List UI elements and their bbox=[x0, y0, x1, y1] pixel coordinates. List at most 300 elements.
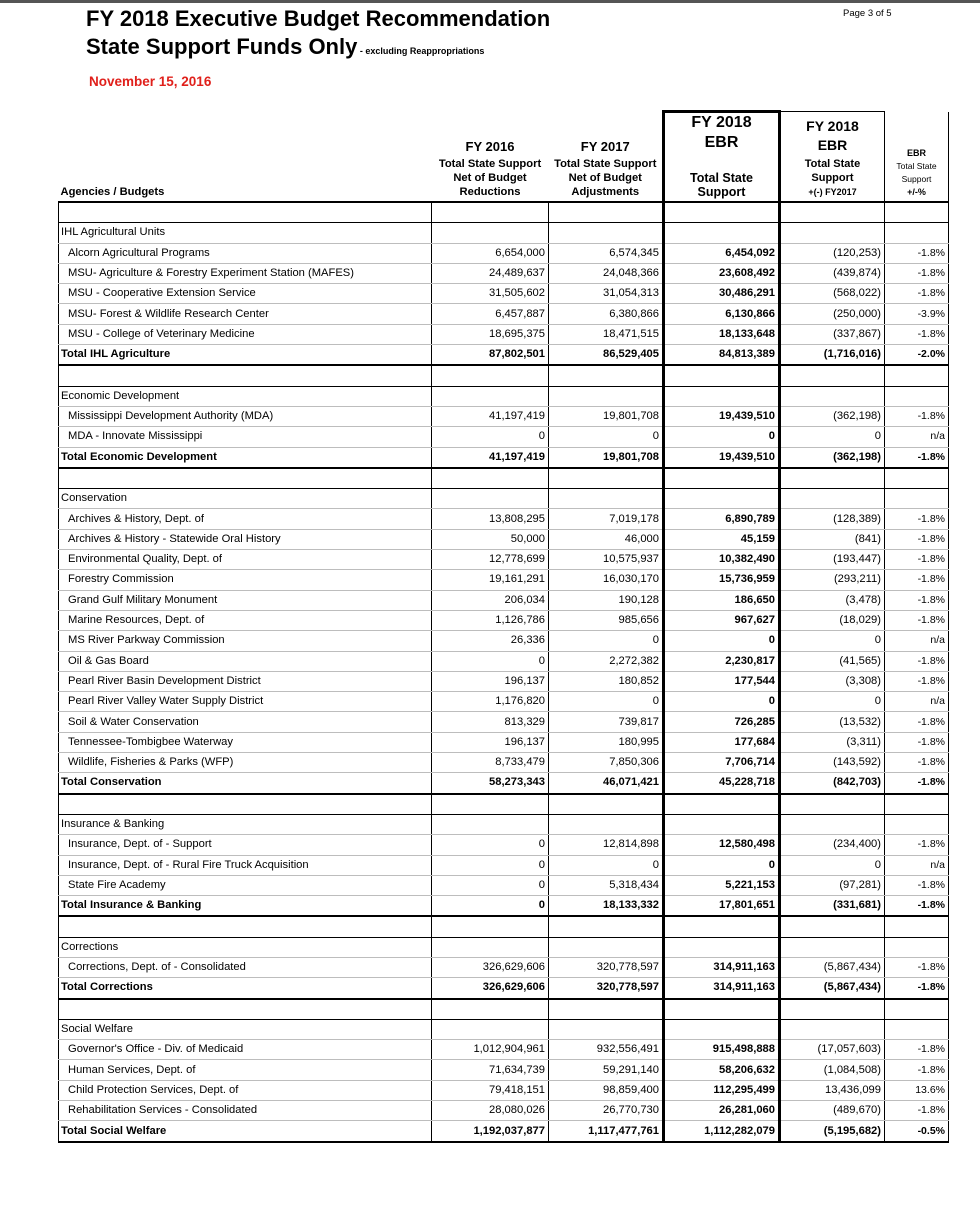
cell-change: (3,308) bbox=[780, 671, 885, 691]
cell-fy2016: 41,197,419 bbox=[432, 406, 549, 426]
column-header-fy2016-year: FY 2016 bbox=[465, 139, 515, 154]
cell-fy2017: 19,801,708 bbox=[549, 447, 664, 468]
cell-fy2017: 0 bbox=[549, 427, 664, 447]
cell-percent: -1.8% bbox=[885, 651, 949, 671]
table-row bbox=[59, 243, 949, 263]
agency-name: Human Services, Dept. of bbox=[59, 1060, 432, 1080]
cell-fy2018-ebr bbox=[664, 489, 780, 509]
cell-fy2017: 59,291,140 bbox=[549, 1060, 664, 1080]
table-row bbox=[59, 732, 949, 752]
cell-fy2018-ebr: 177,684 bbox=[664, 732, 780, 752]
cell-fy2017: 31,054,313 bbox=[549, 284, 664, 304]
report-date: November 15, 2016 bbox=[89, 74, 212, 89]
cell-fy2016: 0 bbox=[432, 855, 549, 875]
column-header-change bbox=[780, 112, 885, 203]
section-header-row bbox=[59, 1019, 949, 1039]
agency-name: MSU - Cooperative Extension Service bbox=[59, 284, 432, 304]
cell-fy2017: 2,272,382 bbox=[549, 651, 664, 671]
cell-fy2016: 26,336 bbox=[432, 631, 549, 651]
table-row bbox=[59, 304, 949, 324]
cell-change bbox=[780, 468, 885, 489]
spacer-cell bbox=[59, 794, 432, 815]
column-header-fy2017-year: FY 2017 bbox=[580, 139, 630, 154]
cell-fy2016: 87,802,501 bbox=[432, 345, 549, 366]
section-total-name: Total Insurance & Banking bbox=[59, 896, 432, 917]
section-total-row bbox=[59, 978, 949, 999]
cell-change: (568,022) bbox=[780, 284, 885, 304]
cell-fy2016: 1,126,786 bbox=[432, 610, 549, 630]
cell-percent: n/a bbox=[885, 427, 949, 447]
cell-fy2017: 180,995 bbox=[549, 732, 664, 752]
cell-fy2018-ebr: 7,706,714 bbox=[664, 753, 780, 773]
cell-percent: -1.8% bbox=[885, 610, 949, 630]
cell-percent: -1.8% bbox=[885, 978, 949, 999]
cell-fy2017: 24,048,366 bbox=[549, 263, 664, 283]
cell-fy2017: 0 bbox=[549, 692, 664, 712]
cell-fy2017 bbox=[549, 1019, 664, 1039]
cell-percent: -1.8% bbox=[885, 284, 949, 304]
cell-fy2018-ebr: 0 bbox=[664, 855, 780, 875]
table-row bbox=[59, 651, 949, 671]
cell-fy2017: 932,556,491 bbox=[549, 1040, 664, 1060]
cell-fy2017: 16,030,170 bbox=[549, 570, 664, 590]
cell-fy2016 bbox=[432, 489, 549, 509]
cell-percent: -2.0% bbox=[885, 345, 949, 366]
cell-percent bbox=[885, 489, 949, 509]
column-header-fy2018-ebr-title bbox=[668, 113, 775, 153]
spacer-row bbox=[59, 468, 949, 489]
cell-percent: n/a bbox=[885, 855, 949, 875]
cell-change: (5,867,434) bbox=[780, 957, 885, 977]
cell-fy2016: 31,505,602 bbox=[432, 284, 549, 304]
cell-fy2016 bbox=[432, 202, 549, 223]
agency-name: Archives & History, Dept. of bbox=[59, 509, 432, 529]
cell-change: 13,436,099 bbox=[780, 1080, 885, 1100]
cell-change: 0 bbox=[780, 855, 885, 875]
cell-fy2018-ebr bbox=[664, 937, 780, 957]
cell-fy2016: 13,808,295 bbox=[432, 509, 549, 529]
table-row bbox=[59, 1101, 949, 1121]
cell-fy2016: 28,080,026 bbox=[432, 1101, 549, 1121]
cell-percent: -0.5% bbox=[885, 1121, 949, 1142]
cell-fy2018-ebr: 186,650 bbox=[664, 590, 780, 610]
cell-change bbox=[780, 365, 885, 386]
cell-fy2018-ebr: 17,801,651 bbox=[664, 896, 780, 917]
cell-fy2016 bbox=[432, 814, 549, 834]
section-header-row bbox=[59, 814, 949, 834]
spacer-row bbox=[59, 999, 949, 1020]
cell-fy2018-ebr: 967,627 bbox=[664, 610, 780, 630]
cell-percent: -1.8% bbox=[885, 1040, 949, 1060]
cell-fy2016 bbox=[432, 937, 549, 957]
cell-change: (841) bbox=[780, 529, 885, 549]
cell-change bbox=[780, 489, 885, 509]
cell-change: (439,874) bbox=[780, 263, 885, 283]
cell-fy2017 bbox=[549, 365, 664, 386]
cell-fy2018-ebr: 314,911,163 bbox=[664, 978, 780, 999]
cell-fy2018-ebr: 177,544 bbox=[664, 671, 780, 691]
cell-fy2016: 1,176,820 bbox=[432, 692, 549, 712]
cell-fy2016 bbox=[432, 468, 549, 489]
cell-change bbox=[780, 1019, 885, 1039]
cell-fy2018-ebr: 726,285 bbox=[664, 712, 780, 732]
cell-change: (5,867,434) bbox=[780, 978, 885, 999]
cell-fy2018-ebr: 314,911,163 bbox=[664, 957, 780, 977]
agency-name: Pearl River Basin Development District bbox=[59, 671, 432, 691]
cell-fy2016 bbox=[432, 223, 549, 243]
cell-percent bbox=[885, 468, 949, 489]
cell-change: (250,000) bbox=[780, 304, 885, 324]
cell-fy2018-ebr: 6,890,789 bbox=[664, 509, 780, 529]
cell-percent: -1.8% bbox=[885, 509, 949, 529]
cell-change: (362,198) bbox=[780, 447, 885, 468]
cell-fy2018-ebr bbox=[664, 814, 780, 834]
agency-name: Grand Gulf Military Monument bbox=[59, 590, 432, 610]
cell-percent: -1.8% bbox=[885, 590, 949, 610]
section-header-row bbox=[59, 223, 949, 243]
agency-name: Insurance, Dept. of - Support bbox=[59, 835, 432, 855]
cell-percent: n/a bbox=[885, 692, 949, 712]
cell-fy2016: 813,329 bbox=[432, 712, 549, 732]
cell-percent: -1.8% bbox=[885, 550, 949, 570]
table-row bbox=[59, 753, 949, 773]
table-row bbox=[59, 509, 949, 529]
cell-fy2017: 7,019,178 bbox=[549, 509, 664, 529]
column-header-agencies: Agencies / Budgets bbox=[59, 112, 432, 203]
cell-change: (362,198) bbox=[780, 406, 885, 426]
section-title: Insurance & Banking bbox=[59, 814, 432, 834]
agency-name: Marine Resources, Dept. of bbox=[59, 610, 432, 630]
column-header-change-desc: Total State Support bbox=[804, 158, 861, 184]
cell-percent bbox=[885, 794, 949, 815]
cell-fy2016: 0 bbox=[432, 875, 549, 895]
cell-fy2016: 50,000 bbox=[432, 529, 549, 549]
agency-name: MSU - College of Veterinary Medicine bbox=[59, 324, 432, 344]
cell-fy2018-ebr: 12,580,498 bbox=[664, 835, 780, 855]
cell-fy2016: 0 bbox=[432, 835, 549, 855]
cell-fy2017: 6,380,866 bbox=[549, 304, 664, 324]
cell-change: (97,281) bbox=[780, 875, 885, 895]
cell-fy2018-ebr: 45,228,718 bbox=[664, 773, 780, 794]
cell-fy2016: 71,634,739 bbox=[432, 1060, 549, 1080]
agency-name: Forestry Commission bbox=[59, 570, 432, 590]
cell-fy2018-ebr: 23,608,492 bbox=[664, 263, 780, 283]
cell-fy2018-ebr: 19,439,510 bbox=[664, 406, 780, 426]
cell-change bbox=[780, 386, 885, 406]
agency-name: MS River Parkway Commission bbox=[59, 631, 432, 651]
cell-fy2016: 326,629,606 bbox=[432, 957, 549, 977]
agency-name: Rehabilitation Services - Consolidated bbox=[59, 1101, 432, 1121]
cell-change bbox=[780, 937, 885, 957]
cell-change bbox=[780, 202, 885, 223]
cell-fy2018-ebr: 19,439,510 bbox=[664, 447, 780, 468]
cell-fy2018-ebr bbox=[664, 1019, 780, 1039]
cell-change bbox=[780, 999, 885, 1020]
cell-percent bbox=[885, 937, 949, 957]
section-total-row bbox=[59, 1121, 949, 1142]
cell-change: (331,681) bbox=[780, 896, 885, 917]
cell-fy2016: 12,778,699 bbox=[432, 550, 549, 570]
column-header-percent-label: EBR bbox=[906, 148, 926, 158]
table-body bbox=[59, 202, 949, 1142]
cell-fy2018-ebr: 6,454,092 bbox=[664, 243, 780, 263]
section-total-name: Total Social Welfare bbox=[59, 1121, 432, 1142]
cell-change: (1,716,016) bbox=[780, 345, 885, 366]
cell-percent bbox=[885, 1019, 949, 1039]
table-row bbox=[59, 406, 949, 426]
cell-fy2018-ebr: 915,498,888 bbox=[664, 1040, 780, 1060]
column-header-fy2018-ebr bbox=[664, 112, 780, 203]
agency-name: Governor's Office - Div. of Medicaid bbox=[59, 1040, 432, 1060]
section-total-name: Total IHL Agriculture bbox=[59, 345, 432, 366]
cell-change: (3,478) bbox=[780, 590, 885, 610]
cell-change: (17,057,603) bbox=[780, 1040, 885, 1060]
cell-fy2018-ebr: 58,206,632 bbox=[664, 1060, 780, 1080]
spacer-row bbox=[59, 794, 949, 815]
table-row bbox=[59, 855, 949, 875]
table-row bbox=[59, 529, 949, 549]
report-subtitle-note: - excluding Reappropriations bbox=[357, 46, 485, 56]
table-row bbox=[59, 875, 949, 895]
cell-fy2018-ebr: 112,295,499 bbox=[664, 1080, 780, 1100]
cell-change: (337,867) bbox=[780, 324, 885, 344]
report-subtitle-main: State Support Funds Only bbox=[86, 34, 358, 59]
table-header-row bbox=[59, 112, 949, 203]
cell-fy2018-ebr: 18,133,648 bbox=[664, 324, 780, 344]
column-header-fy2018-ebr-label: EBR bbox=[704, 134, 739, 151]
spacer-cell bbox=[59, 999, 432, 1020]
cell-fy2018-ebr bbox=[664, 468, 780, 489]
agency-name: Child Protection Services, Dept. of bbox=[59, 1080, 432, 1100]
cell-change: (5,195,682) bbox=[780, 1121, 885, 1142]
agency-name: Pearl River Valley Water Supply District bbox=[59, 692, 432, 712]
cell-percent bbox=[885, 999, 949, 1020]
column-header-change-label: EBR bbox=[817, 137, 848, 153]
agency-name: MDA - Innovate Mississippi bbox=[59, 427, 432, 447]
spacer-row bbox=[59, 916, 949, 937]
column-header-change-title bbox=[784, 117, 881, 155]
spacer-cell bbox=[59, 916, 432, 937]
cell-fy2016: 206,034 bbox=[432, 590, 549, 610]
cell-fy2018-ebr bbox=[664, 794, 780, 815]
cell-fy2016: 19,161,291 bbox=[432, 570, 549, 590]
column-header-fy2017 bbox=[549, 112, 664, 203]
cell-fy2018-ebr: 45,159 bbox=[664, 529, 780, 549]
cell-change: (143,592) bbox=[780, 753, 885, 773]
cell-fy2018-ebr: 30,486,291 bbox=[664, 284, 780, 304]
cell-fy2016 bbox=[432, 386, 549, 406]
cell-fy2017: 0 bbox=[549, 855, 664, 875]
table-row bbox=[59, 590, 949, 610]
cell-change: (842,703) bbox=[780, 773, 885, 794]
section-total-name: Total Corrections bbox=[59, 978, 432, 999]
cell-change: 0 bbox=[780, 631, 885, 651]
cell-percent: -1.8% bbox=[885, 875, 949, 895]
table-row bbox=[59, 671, 949, 691]
cell-fy2017 bbox=[549, 999, 664, 1020]
section-header-row bbox=[59, 489, 949, 509]
cell-percent bbox=[885, 916, 949, 937]
agency-name: Corrections, Dept. of - Consolidated bbox=[59, 957, 432, 977]
cell-fy2017: 10,575,937 bbox=[549, 550, 664, 570]
cell-percent: -1.8% bbox=[885, 447, 949, 468]
table-row bbox=[59, 1080, 949, 1100]
column-header-change-year: FY 2018 bbox=[806, 118, 859, 134]
cell-fy2017: 320,778,597 bbox=[549, 978, 664, 999]
table-row bbox=[59, 957, 949, 977]
section-total-row bbox=[59, 345, 949, 366]
cell-fy2017: 0 bbox=[549, 631, 664, 651]
cell-fy2016: 1,192,037,877 bbox=[432, 1121, 549, 1142]
cell-fy2018-ebr bbox=[664, 999, 780, 1020]
cell-fy2016 bbox=[432, 365, 549, 386]
cell-percent: -1.8% bbox=[885, 529, 949, 549]
agency-name: Soil & Water Conservation bbox=[59, 712, 432, 732]
cell-fy2018-ebr bbox=[664, 365, 780, 386]
cell-percent: -1.8% bbox=[885, 671, 949, 691]
spacer-cell bbox=[59, 202, 432, 223]
section-total-row bbox=[59, 447, 949, 468]
section-title: Social Welfare bbox=[59, 1019, 432, 1039]
table-row bbox=[59, 835, 949, 855]
table-row bbox=[59, 550, 949, 570]
cell-fy2016: 6,457,887 bbox=[432, 304, 549, 324]
cell-change: (489,670) bbox=[780, 1101, 885, 1121]
cell-change: 0 bbox=[780, 427, 885, 447]
cell-percent: -1.8% bbox=[885, 406, 949, 426]
cell-fy2016: 79,418,151 bbox=[432, 1080, 549, 1100]
cell-fy2018-ebr: 10,382,490 bbox=[664, 550, 780, 570]
report-subtitle bbox=[86, 34, 484, 60]
spacer-cell bbox=[59, 468, 432, 489]
column-header-fy2016 bbox=[432, 112, 549, 203]
top-rule bbox=[0, 0, 980, 3]
column-header-fy2016-desc: Total State Support Net of Budget Reductions bbox=[438, 158, 542, 198]
table-row bbox=[59, 570, 949, 590]
cell-percent: -1.8% bbox=[885, 896, 949, 917]
cell-fy2017: 12,814,898 bbox=[549, 835, 664, 855]
cell-change bbox=[780, 814, 885, 834]
table-row bbox=[59, 610, 949, 630]
cell-fy2016: 18,695,375 bbox=[432, 324, 549, 344]
cell-fy2016: 24,489,637 bbox=[432, 263, 549, 283]
cell-percent bbox=[885, 365, 949, 386]
cell-fy2017: 86,529,405 bbox=[549, 345, 664, 366]
column-header-percent-desc: Total State Support bbox=[896, 161, 937, 184]
cell-fy2016: 58,273,343 bbox=[432, 773, 549, 794]
section-total-name: Total Conservation bbox=[59, 773, 432, 794]
cell-percent: -1.8% bbox=[885, 753, 949, 773]
cell-fy2018-ebr: 0 bbox=[664, 427, 780, 447]
cell-fy2017: 46,071,421 bbox=[549, 773, 664, 794]
cell-change: (1,084,508) bbox=[780, 1060, 885, 1080]
cell-fy2017: 26,770,730 bbox=[549, 1101, 664, 1121]
cell-fy2017 bbox=[549, 223, 664, 243]
cell-fy2017 bbox=[549, 386, 664, 406]
agency-name: Insurance, Dept. of - Rural Fire Truck Acquisition bbox=[59, 855, 432, 875]
budget-table bbox=[58, 110, 949, 1143]
cell-fy2017: 320,778,597 bbox=[549, 957, 664, 977]
cell-fy2017 bbox=[549, 489, 664, 509]
cell-fy2016: 41,197,419 bbox=[432, 447, 549, 468]
cell-percent: -1.8% bbox=[885, 835, 949, 855]
cell-change: (18,029) bbox=[780, 610, 885, 630]
cell-fy2017: 739,817 bbox=[549, 712, 664, 732]
cell-fy2018-ebr: 5,221,153 bbox=[664, 875, 780, 895]
section-total-row bbox=[59, 773, 949, 794]
cell-fy2016: 1,012,904,961 bbox=[432, 1040, 549, 1060]
page-number: Page 3 of 5 bbox=[843, 8, 892, 19]
spacer-row bbox=[59, 202, 949, 223]
cell-fy2016 bbox=[432, 794, 549, 815]
cell-percent: -1.8% bbox=[885, 324, 949, 344]
cell-fy2016: 8,733,479 bbox=[432, 753, 549, 773]
cell-fy2018-ebr: 6,130,866 bbox=[664, 304, 780, 324]
cell-fy2016: 196,137 bbox=[432, 732, 549, 752]
cell-fy2018-ebr: 0 bbox=[664, 692, 780, 712]
cell-fy2018-ebr: 15,736,959 bbox=[664, 570, 780, 590]
cell-fy2016 bbox=[432, 999, 549, 1020]
cell-fy2017: 98,859,400 bbox=[549, 1080, 664, 1100]
cell-fy2016: 6,654,000 bbox=[432, 243, 549, 263]
cell-fy2017: 7,850,306 bbox=[549, 753, 664, 773]
cell-fy2017: 190,128 bbox=[549, 590, 664, 610]
cell-percent: -1.8% bbox=[885, 263, 949, 283]
cell-percent: -1.8% bbox=[885, 1060, 949, 1080]
cell-percent bbox=[885, 202, 949, 223]
cell-percent: -1.8% bbox=[885, 243, 949, 263]
cell-fy2018-ebr bbox=[664, 386, 780, 406]
cell-fy2018-ebr bbox=[664, 223, 780, 243]
cell-percent: -3.9% bbox=[885, 304, 949, 324]
agency-name: Wildlife, Fisheries & Parks (WFP) bbox=[59, 753, 432, 773]
cell-fy2018-ebr bbox=[664, 202, 780, 223]
cell-fy2017: 19,801,708 bbox=[549, 406, 664, 426]
cell-percent: n/a bbox=[885, 631, 949, 651]
cell-change: (120,253) bbox=[780, 243, 885, 263]
cell-fy2017 bbox=[549, 916, 664, 937]
cell-fy2017: 18,133,332 bbox=[549, 896, 664, 917]
column-header-change-sub: +(-) FY2017 bbox=[808, 187, 857, 197]
cell-percent: -1.8% bbox=[885, 957, 949, 977]
column-header-fy2018-ebr-desc: Total State Support bbox=[690, 171, 753, 199]
cell-change: (128,389) bbox=[780, 509, 885, 529]
table-row bbox=[59, 324, 949, 344]
column-header-percent-sub: +/-% bbox=[907, 187, 926, 197]
agency-name: State Fire Academy bbox=[59, 875, 432, 895]
cell-fy2018-ebr: 2,230,817 bbox=[664, 651, 780, 671]
table-row bbox=[59, 1040, 949, 1060]
cell-percent: -1.8% bbox=[885, 570, 949, 590]
table-row bbox=[59, 284, 949, 304]
cell-fy2017: 5,318,434 bbox=[549, 875, 664, 895]
cell-percent: -1.8% bbox=[885, 773, 949, 794]
table-row bbox=[59, 427, 949, 447]
agency-name: Alcorn Agricultural Programs bbox=[59, 243, 432, 263]
cell-percent bbox=[885, 386, 949, 406]
cell-fy2018-ebr: 1,112,282,079 bbox=[664, 1121, 780, 1142]
cell-fy2016: 0 bbox=[432, 651, 549, 671]
section-header-row bbox=[59, 937, 949, 957]
spacer-row bbox=[59, 365, 949, 386]
column-header-fy2018-ebr-year: FY 2018 bbox=[691, 114, 752, 131]
cell-fy2017: 18,471,515 bbox=[549, 324, 664, 344]
agency-name: Environmental Quality, Dept. of bbox=[59, 550, 432, 570]
table-row bbox=[59, 1060, 949, 1080]
cell-percent: -1.8% bbox=[885, 732, 949, 752]
cell-fy2016 bbox=[432, 916, 549, 937]
section-total-row bbox=[59, 896, 949, 917]
